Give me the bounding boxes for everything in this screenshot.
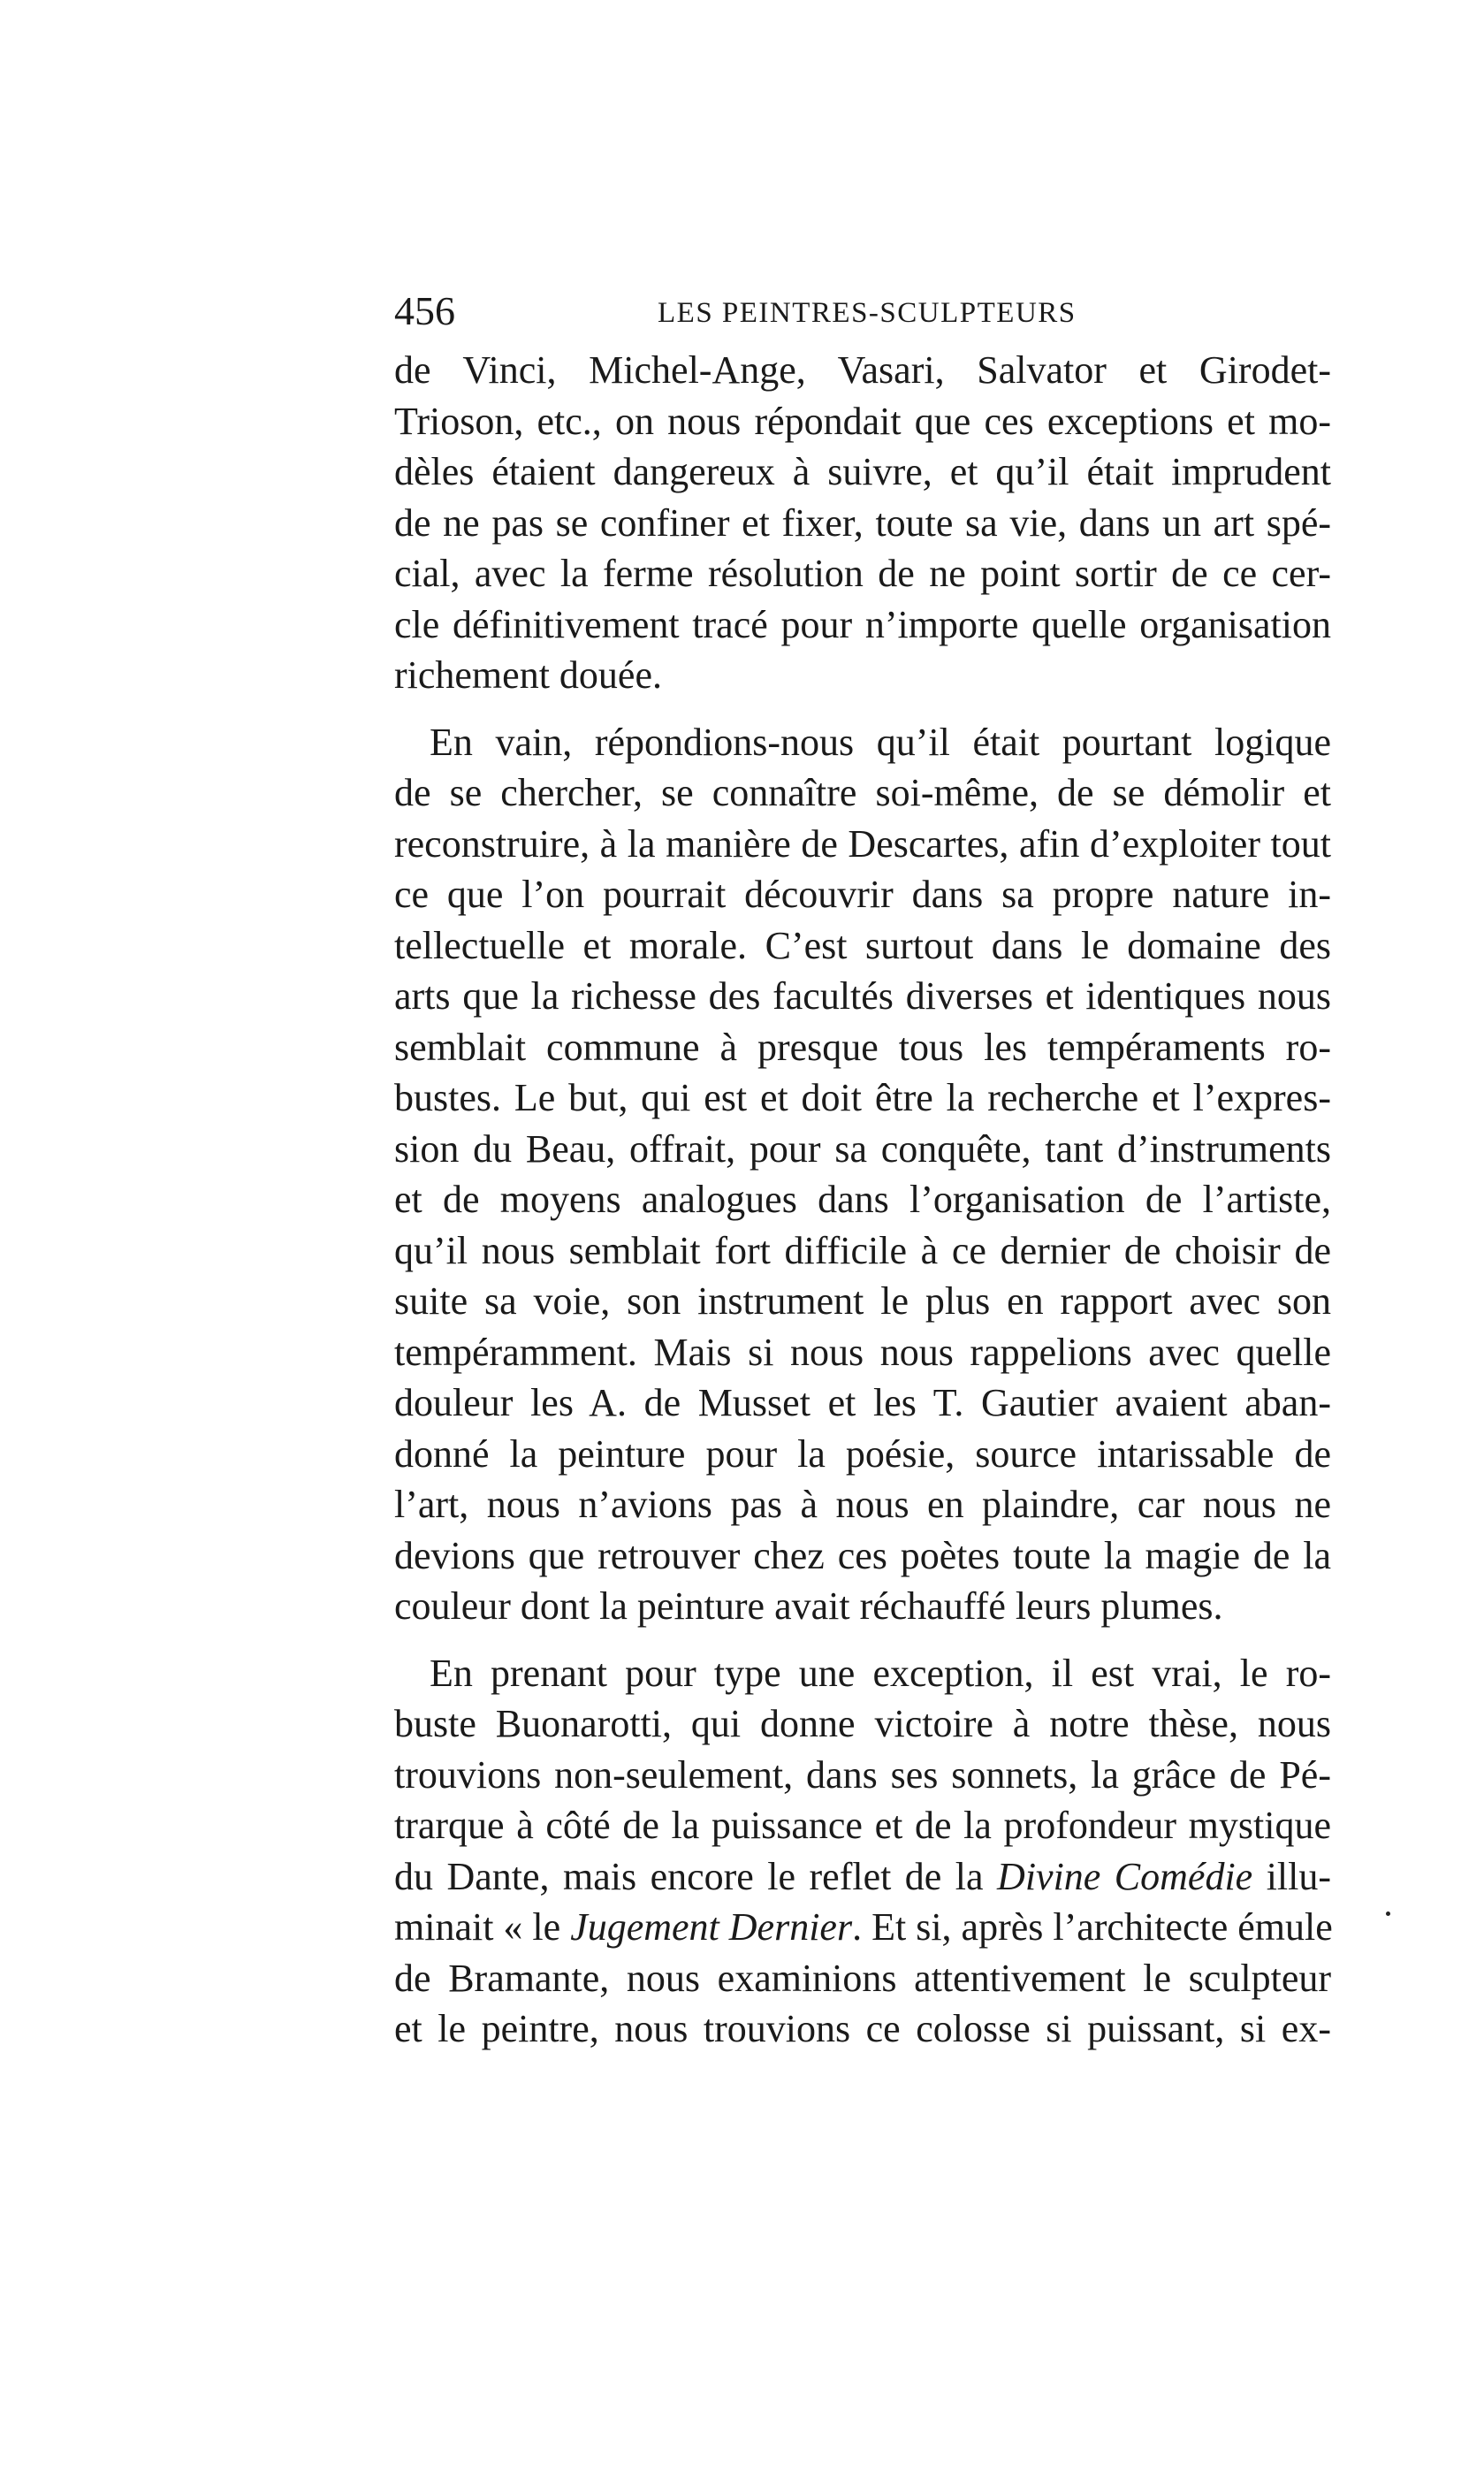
text-line: couleur dont la peinture avait réchauffé leurs plumes. (394, 1584, 1223, 1628)
text-line: cial, avec la ferme résolution de ne point sortir de ce cer- (394, 552, 1331, 595)
text-segment: illu- (1252, 1854, 1332, 1898)
text-line: trouvions non-seulement, dans ses sonnets, la grâce de Pé- (394, 1752, 1331, 1797)
text-line: richement douée. (394, 653, 662, 697)
body-text (394, 345, 1331, 2055)
text-line: arts que la richesse des facultés diverses et identiques nous (394, 974, 1331, 1018)
text-line: douleur les A. de Musset et les T. Gautier avaient aban- (394, 1381, 1331, 1424)
text-line (394, 1851, 1331, 1903)
text-segment: . Et si, après l’architecte émule (852, 1905, 1333, 1949)
text-line: donné la peinture pour la poésie, source intarissable de (394, 1431, 1331, 1476)
paragraph-gap (394, 701, 1331, 717)
text-line: suite sa voie, son instrument le plus en rapport avec son (394, 1279, 1331, 1323)
text-line: et le peintre, nous trouvions ce colosse si puissant, si ex- (394, 2007, 1331, 2050)
paragraph-1 (394, 345, 1331, 701)
text-line: de se chercher, se connaître soi-même, de se démolir et (394, 771, 1331, 814)
text-line: En vain, répondions-nous qu’il était pourtant logique (430, 720, 1331, 764)
text-line: de Vinci, Michel-Ange, Vasari, Salvator et Girodet- (394, 348, 1331, 392)
text-line: ce que l’on pourrait découvrir dans sa propre nature in- (394, 873, 1331, 916)
text-line: tellectuelle et morale. C’est surtout dans le domaine des (394, 923, 1331, 967)
paragraph-2 (394, 717, 1331, 1632)
text-line: tempéramment. Mais si nous nous rappelions avec quelle (394, 1330, 1331, 1374)
text-segment: du Dante, mais encore le reflet de la (394, 1854, 984, 1898)
text-line: Trioson, etc., on nous répondait que ces exceptions et mo- (394, 399, 1331, 443)
text-line: qu’il nous semblait fort difficile à ce dernier de choisir de (394, 1228, 1331, 1272)
italic-title-jugement-dernier: Jugement Dernier (570, 1905, 853, 1949)
margin-dot-mark (1386, 1912, 1390, 1916)
text-line: reconstruire, à la manière de Descartes, afin d’exploiter tout (394, 821, 1331, 866)
text-line: bustes. Le but, qui est et doit être la recherche et l’expres- (394, 1076, 1331, 1119)
text-line: l’art, nous n’avions pas à nous en plaindre, car nous ne (394, 1483, 1331, 1526)
text-line (394, 1902, 1331, 1953)
text-line: de Bramante, nous examinions attentivement le sculpteur (394, 1956, 1331, 2000)
text-line: En prenant pour type une exception, il est vrai, le ro- (430, 1651, 1331, 1695)
text-line: trarque à côté de la puissance et de la profondeur mystique (394, 1804, 1331, 1847)
paragraph-gap (394, 1632, 1331, 1648)
text-line: semblait commune à presque tous les tempéraments ro- (394, 1025, 1331, 1069)
text-line: devions que retrouver chez ces poètes toute la magie de la (394, 1533, 1331, 1577)
running-head (394, 285, 1331, 338)
page-number: 456 (394, 288, 455, 333)
text-line: dèles étaient dangereux à suivre, et qu’il était imprudent (394, 450, 1331, 493)
running-title: LES PEINTRES-SCULPTEURS (658, 297, 1077, 329)
text-line: de ne pas se confiner et fixer, toute sa vie, dans un art spé- (394, 500, 1331, 545)
text-segment: minait « le (394, 1905, 571, 1949)
text-line: et de moyens analogues dans l’organisation de l’artiste, (394, 1178, 1331, 1221)
italic-title-divine-comedie: Divine Comédie (997, 1854, 1253, 1898)
text-line: cle définitivement tracé pour n’importe quelle organisation (394, 602, 1331, 646)
text-line: sion du Beau, offrait, pour sa conquête, tant d’instruments (394, 1126, 1331, 1171)
text-line: buste Buonarotti, qui donne victoire à notre thèse, nous (394, 1702, 1331, 1745)
paragraph-3 (394, 1648, 1331, 2055)
